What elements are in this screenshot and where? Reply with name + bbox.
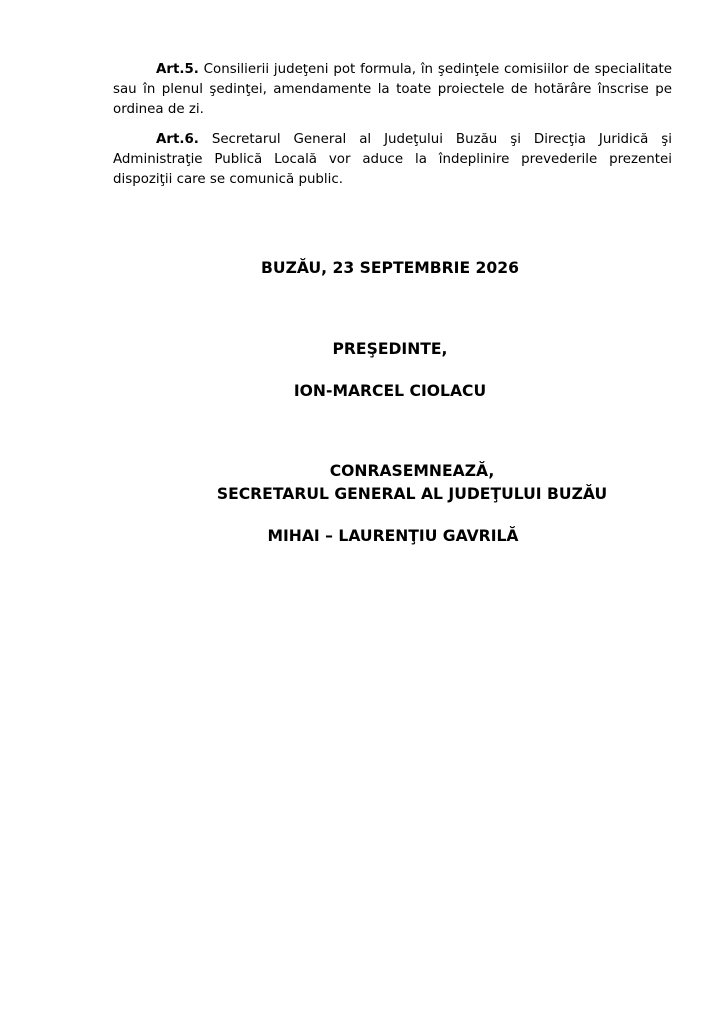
article-5-text: Consilierii judeţeni pot formula, în şedinţele comisiilor de specialitate sau în plenul şedinţei, amendamente la toate proiectele de hotărâre înscrise pe ordinea de zi. <box>113 62 672 117</box>
place-date: BUZĂU, 23 SEPTEMBRIE 2026 <box>261 259 519 277</box>
secretary-name: MIHAI – LAURENŢIU GAVRILĂ <box>267 527 519 545</box>
article-6-text: Secretarul General al Judeţului Buzău şi Direcţia Juridică şi Administraţie Publică Locală vor aduce la îndeplinire prevederile prezentei dispoziţii care se comunică public. <box>113 132 672 187</box>
article-5 <box>113 60 672 120</box>
president-title: PREŞEDINTE, <box>332 340 448 358</box>
secretary-role: SECRETARUL GENERAL AL JUDEŢULUI BUZĂU <box>216 485 608 503</box>
article-6 <box>113 130 672 190</box>
article-5-label: Art.5. <box>156 62 199 77</box>
president-name: ION-MARCEL CIOLACU <box>293 382 487 400</box>
article-6-label: Art.6. <box>156 132 199 147</box>
countersign-title: CONRASEMNEAZĂ, <box>329 462 495 480</box>
